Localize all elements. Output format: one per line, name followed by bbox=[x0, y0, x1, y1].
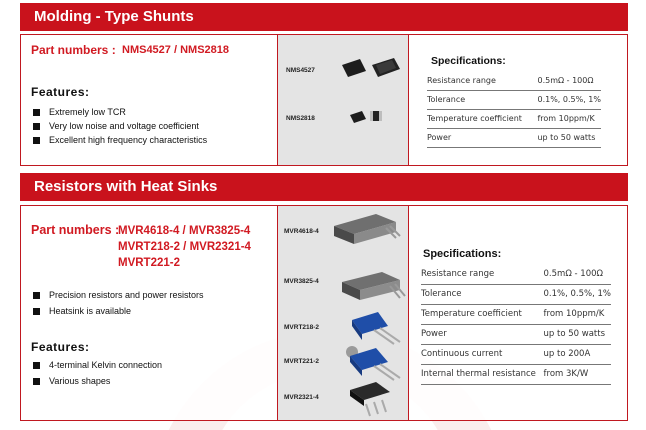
list-item: Various shapes bbox=[33, 376, 162, 386]
spec-name: Resistance range bbox=[421, 264, 538, 284]
section-2-title: Resistors with Heat Sinks bbox=[20, 173, 628, 201]
table-row bbox=[427, 109, 601, 128]
table-row bbox=[427, 128, 601, 147]
part-label: MVR2321-4 bbox=[284, 394, 319, 401]
part-label: NMS4527 bbox=[286, 67, 315, 74]
product-images-column bbox=[277, 206, 409, 420]
part-numbers-label: Part numbers : bbox=[31, 43, 116, 57]
part-label: MVR4618-4 bbox=[284, 228, 319, 235]
part-numbers-label: Part numbers : bbox=[31, 223, 120, 237]
table-row bbox=[421, 304, 611, 324]
list-item: Extremely low TCR bbox=[33, 107, 207, 117]
spec-value: from 10ppm/K bbox=[531, 109, 601, 128]
specifications-table bbox=[427, 71, 601, 148]
heatsink-resistor-icon bbox=[338, 266, 408, 306]
part-numbers-value bbox=[118, 223, 251, 271]
list-item: Excellent high frequency characteristics bbox=[33, 135, 207, 145]
spec-name: Power bbox=[421, 324, 538, 344]
spec-value: up to 200A bbox=[538, 344, 611, 364]
section-2-panel bbox=[20, 205, 628, 421]
spec-value: 0.5mΩ - 100Ω bbox=[538, 264, 611, 284]
table-row bbox=[421, 324, 611, 344]
product-images-column bbox=[277, 35, 409, 165]
table-row bbox=[421, 344, 611, 364]
spec-name: Tolerance bbox=[421, 284, 538, 304]
section-1-title: Molding - Type Shunts bbox=[20, 3, 628, 31]
table-row bbox=[421, 284, 611, 304]
power-package-icon bbox=[344, 378, 400, 418]
spec-value: 0.1%, 0.5%, 1% bbox=[538, 284, 611, 304]
part-label: MVRT221-2 bbox=[284, 358, 320, 365]
specifications-title: Specifications: bbox=[431, 55, 506, 67]
spec-name: Temperature coefficient bbox=[427, 109, 531, 128]
spec-name: Internal thermal resistance bbox=[421, 364, 538, 384]
part-numbers-line: MVR4618-4 / MVR3825-4 bbox=[118, 225, 251, 237]
spec-value: from 10ppm/K bbox=[538, 304, 611, 324]
spec-value: 0.1%, 0.5%, 1% bbox=[531, 90, 601, 109]
section-1-panel bbox=[20, 34, 628, 166]
part-numbers-value: NMS4527 / NMS2818 bbox=[122, 44, 229, 56]
spec-name: Tolerance bbox=[427, 90, 531, 109]
spec-value: 0.5mΩ - 100Ω bbox=[531, 71, 601, 90]
specifications-title: Specifications: bbox=[423, 248, 502, 260]
small-shunt-pair-icon bbox=[348, 107, 388, 125]
part-label: NMS2818 bbox=[286, 115, 315, 122]
list-item: Precision resistors and power resistors bbox=[33, 290, 204, 300]
part-numbers-line: MVRT218-2 / MVR2321-4 bbox=[118, 241, 251, 253]
specifications-table bbox=[421, 264, 611, 385]
part-numbers-line: MVRT221-2 bbox=[118, 257, 180, 269]
features-title: Features: bbox=[31, 85, 90, 99]
features-list bbox=[33, 360, 162, 386]
part-label: MVRT218-2 bbox=[284, 324, 320, 331]
spec-name: Resistance range bbox=[427, 71, 531, 90]
spec-value: from 3K/W bbox=[538, 364, 611, 384]
heatsink-resistor-icon bbox=[330, 208, 402, 250]
table-row bbox=[421, 264, 611, 284]
spec-name: Temperature coefficient bbox=[421, 304, 538, 324]
spec-name: Power bbox=[427, 128, 531, 147]
spec-name: Continuous current bbox=[421, 344, 538, 364]
features-list bbox=[33, 107, 207, 145]
list-item: Heatsink is available bbox=[33, 306, 204, 316]
table-row bbox=[421, 364, 611, 384]
spec-value: up to 50 watts bbox=[538, 324, 611, 344]
molded-shunt-pair-icon bbox=[340, 55, 404, 81]
table-row bbox=[427, 71, 601, 90]
list-item: 4-terminal Kelvin connection bbox=[33, 360, 162, 370]
summary-list bbox=[33, 290, 204, 316]
spec-value: up to 50 watts bbox=[531, 128, 601, 147]
part-label: MVR3825-4 bbox=[284, 278, 319, 285]
table-row bbox=[427, 90, 601, 109]
features-title: Features: bbox=[31, 340, 90, 354]
list-item: Very low noise and voltage coefficient bbox=[33, 121, 207, 131]
